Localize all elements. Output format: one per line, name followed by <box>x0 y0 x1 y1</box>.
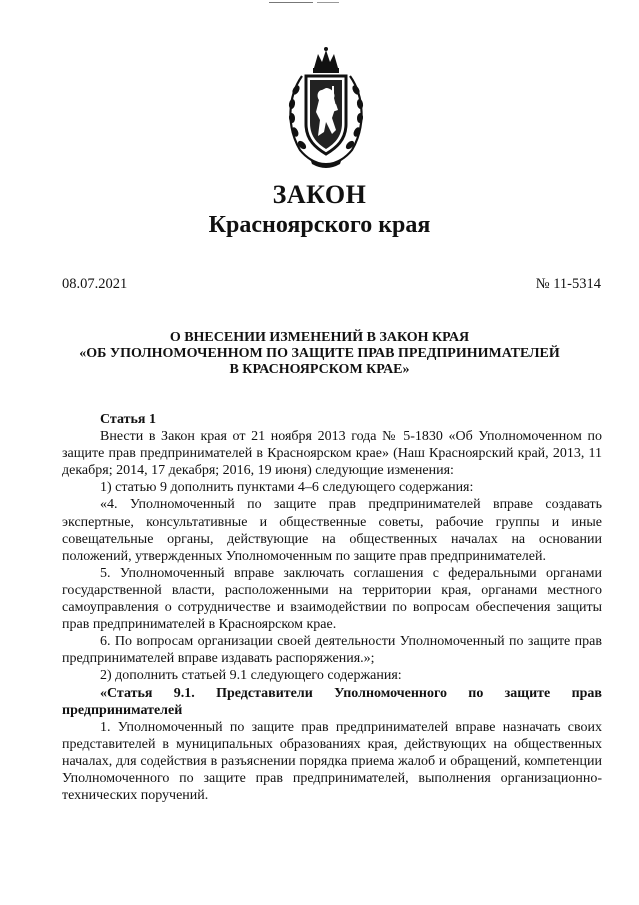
law-subtitle: Красноярского края <box>208 212 431 238</box>
top-edge-mark <box>269 2 313 3</box>
heading-line: В КРАСНОЯРСКОМ КРАЕ» <box>229 362 410 377</box>
coat-of-arms-icon <box>278 46 374 172</box>
paragraph: Внести в Закон края от 21 ноября 2013 года № 5-1830 «Об Уполномоченном по защите прав предпринимателей в Красноярском крае» (Наш Красноярский край, 2013, 11 декабря; 2014, 17 декабря; 2016, 19 июня) следующие изменения: <box>62 429 602 479</box>
law-title: ЗАКОН <box>272 180 367 209</box>
heading-line: «ОБ УПОЛНОМОЧЕННОМ ПО ЗАЩИТЕ ПРАВ ПРЕДПРИНИМАТЕЛЕЙ <box>79 346 560 361</box>
law-body <box>62 411 602 804</box>
law-number: № 11-5314 <box>535 276 601 292</box>
paragraph: 6. По вопросам организации своей деятельности Уполномоченный по защите прав предпринимателей вправе издавать распоряжения.»; <box>62 634 602 667</box>
law-date: 08.07.2021 <box>62 276 128 292</box>
paragraph: 1. Уполномоченный по защите прав предпринимателей вправе назначать своих представителей в муниципальных образованиях края, действующих на общественных началах, для содействия в разъяснении порядка приема жалоб и обращений, компетенции Уполномоченного по защите прав предпринимателей, выполнения организационно-технических поручений. <box>62 719 602 804</box>
article-9-1-title: «Статья 9.1. Представители Уполномоченного по защите прав предпринимателей <box>62 685 602 718</box>
top-edge-mark-2 <box>317 2 339 3</box>
paragraph: 1) статью 9 дополнить пунктами 4–6 следующего содержания: <box>100 480 474 496</box>
heading-line: О ВНЕСЕНИИ ИЗМЕНЕНИЙ В ЗАКОН КРАЯ <box>169 330 470 345</box>
paragraph: «4. Уполномоченный по защите прав предпринимателей вправе создавать экспертные, консультативные и общественные советы, рабочие группы и иные совещательные органы, действующие на общественных началах на основании положений, утвержденных Уполномоченным по защите прав предпринимателей. <box>62 497 602 564</box>
paragraph: 2) дополнить статьей 9.1 следующего содержания: <box>100 668 402 684</box>
paragraph: 5. Уполномоченный вправе заключать соглашения с федеральными органами государственной власти, расположенными на территории края, органами местного самоуправления о сотрудничестве и взаимодействии по вопросам обеспечения защиты прав предпринимателей в Красноярском крае. <box>62 565 602 633</box>
article-title: Статья 1 <box>100 412 156 427</box>
law-heading <box>0 330 639 378</box>
